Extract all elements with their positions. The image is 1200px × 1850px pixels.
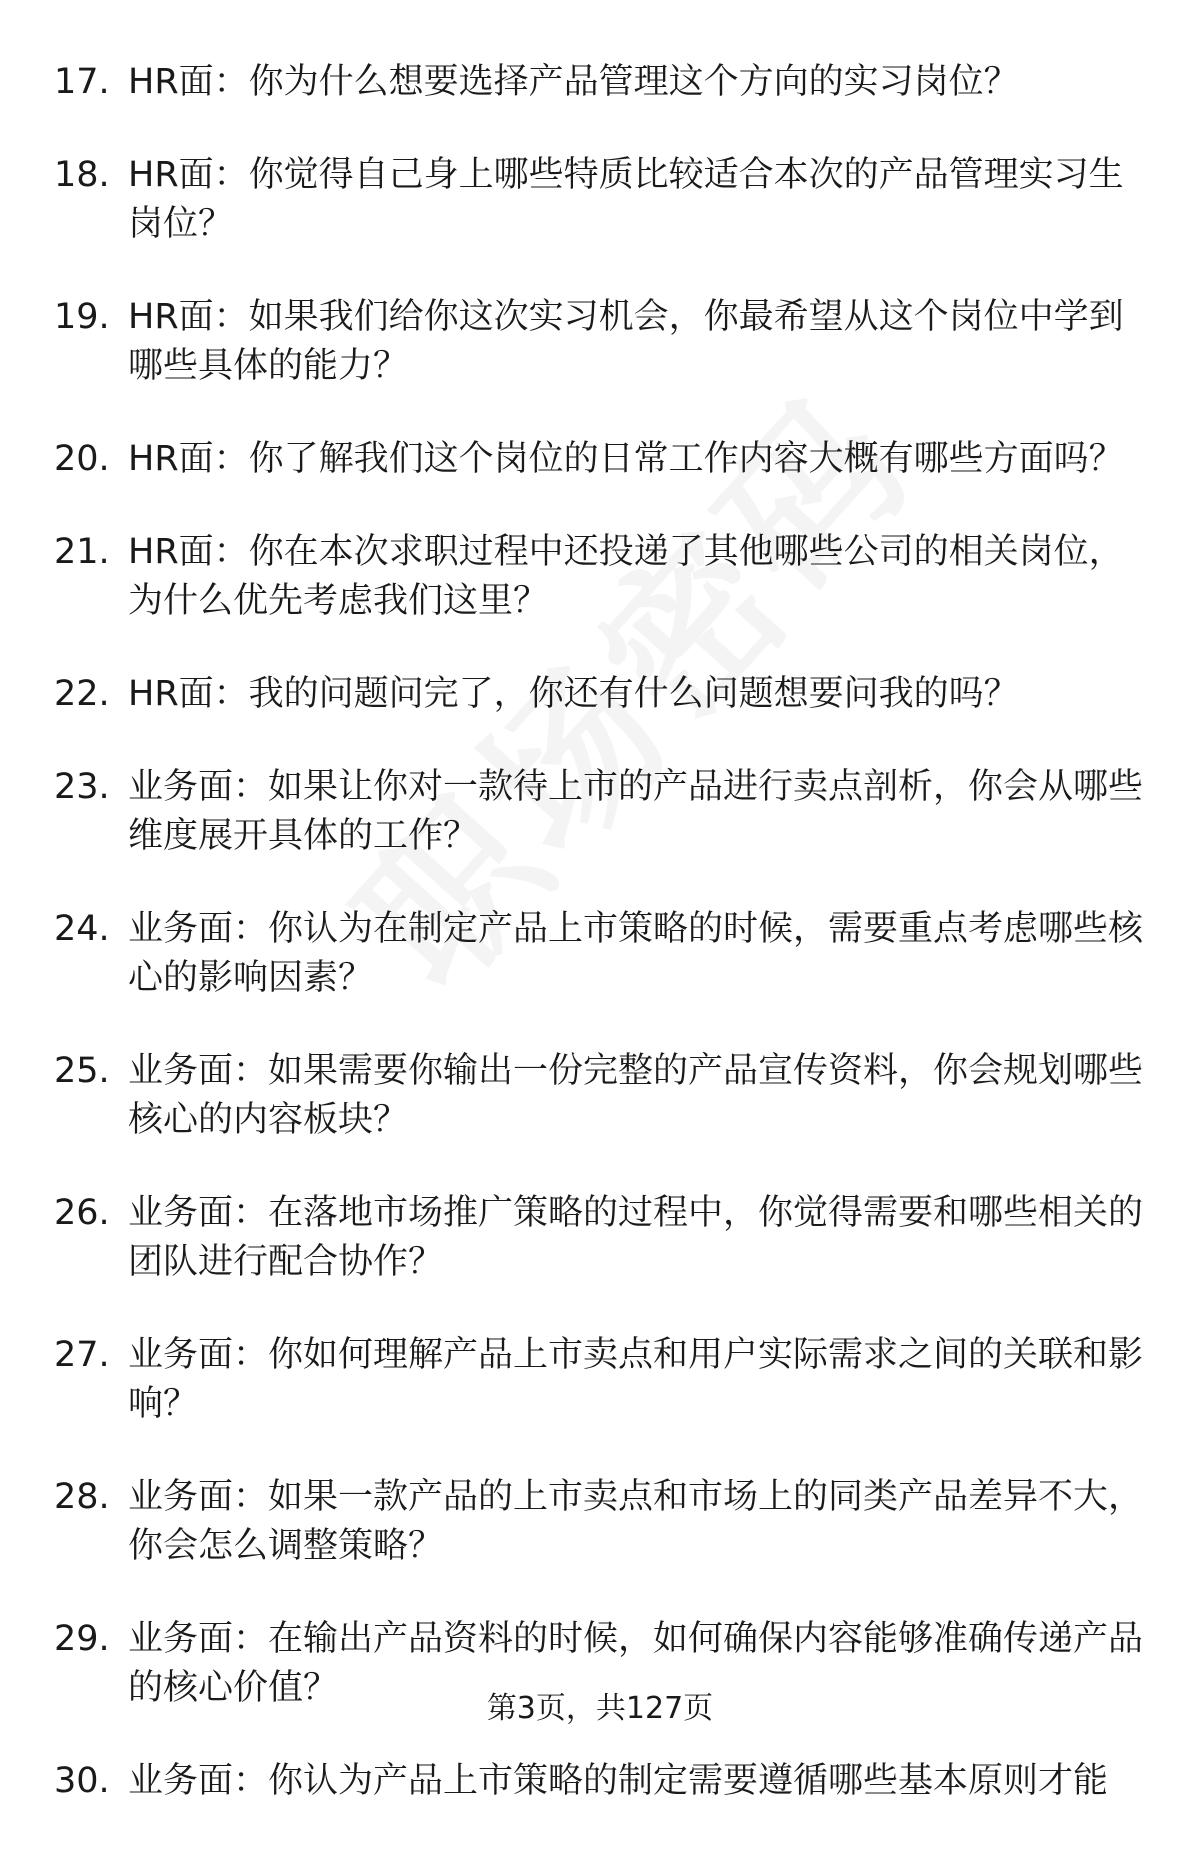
item-number: 21. — [54, 532, 110, 572]
item-text: 业务面：你认为产品上市策略的制定需要遵循哪些基本原则才能 — [128, 1761, 1109, 1801]
item-number: 25. — [54, 1051, 110, 1091]
item-number: 23. — [54, 767, 110, 807]
item-text: HR面：你为什么想要选择产品管理这个方向的实习岗位？ — [128, 62, 1019, 102]
item-text: 业务面：在输出产品资料的时候，如何确保内容能够准确传递产品的核心价值？ — [128, 1619, 1144, 1708]
item-text: HR面：你在本次求职过程中还投递了其他哪些公司的相关岗位，为什么优先考虑我们这里？ — [128, 532, 1124, 621]
question-list — [0, 58, 1200, 1850]
list-item — [0, 670, 1200, 719]
item-number: 28. — [54, 1477, 110, 1517]
item-text: 业务面：如果让你对一款待上市的产品进行卖点剖析，你会从哪些维度展开具体的工作？ — [128, 767, 1144, 856]
list-item — [0, 1473, 1200, 1571]
item-number: 29. — [54, 1619, 110, 1659]
list-item — [0, 435, 1200, 484]
item-number: 27. — [54, 1335, 110, 1375]
item-number: 26. — [54, 1193, 110, 1233]
item-text: 业务面：如果需要你输出一份完整的产品宣传资料，你会规划哪些核心的内容板块？ — [128, 1051, 1144, 1140]
list-item — [0, 1757, 1200, 1806]
list-item — [0, 905, 1200, 1003]
item-text: 业务面：你如何理解产品上市卖点和用户实际需求之间的关联和影响？ — [128, 1335, 1144, 1424]
item-text: 业务面：在落地市场推广策略的过程中，你觉得需要和哪些相关的团队进行配合协作？ — [128, 1193, 1144, 1282]
item-number: 19. — [54, 297, 110, 337]
list-item — [0, 1189, 1200, 1287]
item-text: 业务面：如果一款产品的上市卖点和市场上的同类产品差异不大，你会怎么调整策略？ — [128, 1477, 1144, 1566]
item-number: 18. — [54, 155, 110, 195]
list-item — [0, 293, 1200, 391]
item-number: 17. — [54, 62, 110, 102]
item-text: 业务面：你认为在制定产品上市策略的时候，需要重点考虑哪些核心的影响因素？ — [128, 909, 1144, 998]
item-number: 30. — [54, 1761, 110, 1801]
page-footer: 第3页，共127页 — [486, 1691, 714, 1726]
list-item — [0, 58, 1200, 107]
item-number: 24. — [54, 909, 110, 949]
list-item — [0, 1331, 1200, 1429]
item-text: HR面：你了解我们这个岗位的日常工作内容大概有哪些方面吗？ — [128, 439, 1124, 479]
list-item — [0, 528, 1200, 626]
item-number: 22. — [54, 674, 110, 714]
item-text: HR面：我的问题问完了，你还有什么问题想要问我的吗？ — [128, 674, 1019, 714]
item-number: 20. — [54, 439, 110, 479]
item-text: HR面：如果我们给你这次实习机会，你最希望从这个岗位中学到哪些具体的能力？ — [128, 297, 1124, 386]
item-text: HR面：你觉得自己身上哪些特质比较适合本次的产品管理实习生岗位？ — [128, 155, 1124, 244]
list-item — [0, 151, 1200, 249]
list-item — [0, 763, 1200, 861]
list-item — [0, 1047, 1200, 1145]
